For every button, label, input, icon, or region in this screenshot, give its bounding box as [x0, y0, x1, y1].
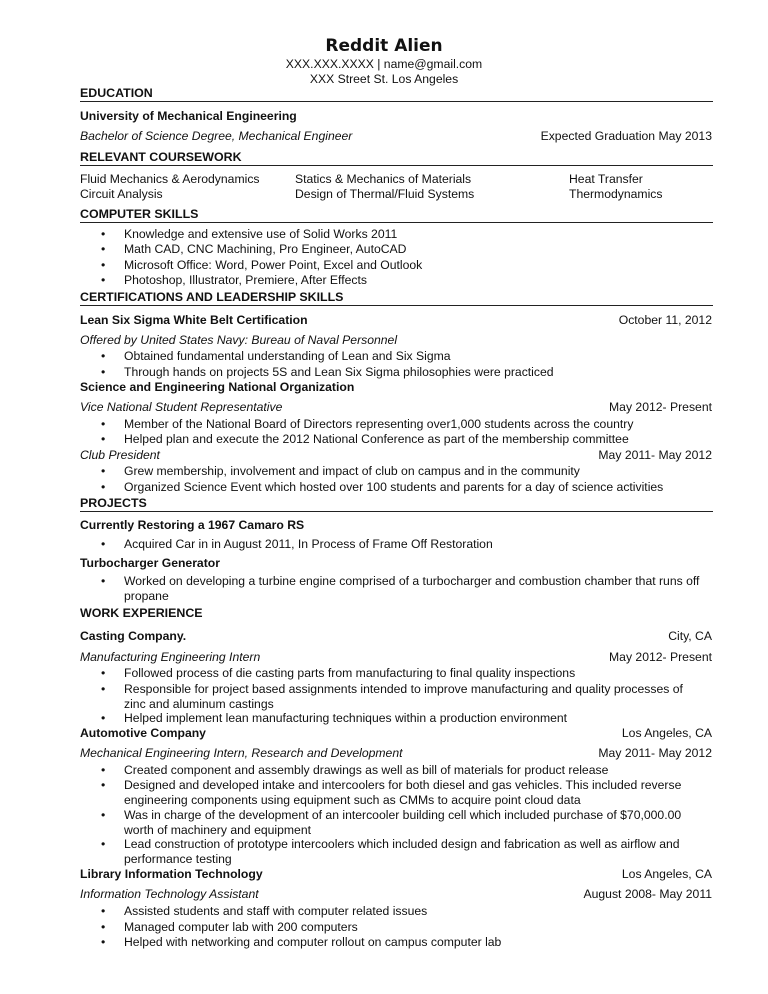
bullet-item: • Helped implement lean manufacturing techniques within a production environment — [103, 711, 703, 726]
project-name: Turbocharger Generator — [80, 556, 220, 570]
role-title: Club President — [80, 448, 160, 462]
bullet-item: • Designed and developed intake and intercoolers for both diesel and gas vehicles. This included reverse engineering components using equipment such as CMMs to acquire point cloud data — [103, 778, 703, 808]
bullet-item: • Photoshop, Illustrator, Premiere, After Effects — [103, 273, 703, 288]
role-title: Vice National Student Representative — [80, 400, 283, 414]
bullet-item: • Acquired Car in in August 2011, In Process of Frame Off Restoration — [103, 537, 703, 552]
role-row — [80, 887, 712, 901]
bullet-item: • Grew membership, involvement and impact of club on campus and in the community — [103, 464, 703, 479]
project-name: Currently Restoring a 1967 Camaro RS — [80, 518, 305, 532]
role-dates: May 2011- May 2012 — [598, 746, 712, 760]
role-title: Mechanical Engineering Intern, Research and Development — [80, 746, 403, 760]
bullet-item: • Member of the National Board of Directors representing over1,000 students across the country — [103, 417, 703, 432]
org-name: Science and Engineering National Organization — [80, 380, 355, 394]
role-dates: May 2012- Present — [609, 400, 712, 414]
role-row — [80, 650, 712, 664]
degree: Bachelor of Science Degree, Mechanical Engineer — [80, 129, 353, 143]
role-row — [80, 448, 712, 462]
bullet-item: • Worked on developing a turbine engine comprised of a turbocharger and combustion chamber that runs off propane — [103, 574, 703, 604]
section-education: EDUCATION — [80, 86, 713, 102]
cert-name: Lean Six Sigma White Belt Certification — [80, 313, 308, 327]
bullet-item: • Obtained fundamental understanding of Lean and Six Sigma — [103, 349, 703, 364]
section-coursework: RELEVANT COURSEWORK — [80, 150, 713, 166]
section-computer-skills: COMPUTER SKILLS — [80, 207, 713, 223]
course-item: Statics & Mechanics of Materials — [295, 172, 472, 186]
role-dates: May 2011- May 2012 — [598, 448, 712, 462]
graduation-date: Expected Graduation May 2013 — [540, 129, 712, 143]
company-row — [80, 726, 712, 740]
bullet-item: • Organized Science Event which hosted over 100 students and parents for a day of science activities — [103, 480, 703, 495]
course-item: Design of Thermal/Fluid Systems — [295, 187, 475, 201]
school-name: University of Mechanical Engineering — [80, 109, 297, 123]
cert-offered: Offered by United States Navy: Bureau of Naval Personnel — [80, 333, 398, 347]
role-row — [80, 400, 712, 414]
company-row — [80, 629, 712, 643]
candidate-name: Reddit Alien — [325, 36, 443, 56]
company-name: Automotive Company — [80, 726, 206, 740]
company-location: City, CA — [668, 629, 712, 643]
company-row — [80, 867, 712, 881]
bullet-item: • Helped plan and execute the 2012 National Conference as part of the membership committee — [103, 432, 703, 447]
bullet-item: • Was in charge of the development of an intercooler building cell which included purchase of $70,000.00 worth of machinery and equipment — [103, 808, 703, 838]
role-title: Manufacturing Engineering Intern — [80, 650, 261, 664]
bullet-item: • Responsible for project based assignments intended to improve manufacturing and quality processes of zinc and aluminum castings — [103, 682, 703, 712]
section-work-experience: WORK EXPERIENCE — [80, 606, 203, 620]
contact-line: XXX.XXX.XXXX | name@gmail.com — [285, 57, 483, 71]
bullet-item: • Math CAD, CNC Machining, Pro Engineer, AutoCAD — [103, 242, 703, 257]
bullet-item: • Managed computer lab with 200 computers — [103, 920, 703, 935]
role-title: Information Technology Assistant — [80, 887, 259, 901]
section-certifications: CERTIFICATIONS AND LEADERSHIP SKILLS — [80, 290, 713, 306]
section-projects: PROJECTS — [80, 496, 713, 512]
role-dates: May 2012- Present — [609, 650, 712, 664]
course-item: Fluid Mechanics & Aerodynamics — [80, 172, 260, 186]
company-name: Library Information Technology — [80, 867, 263, 881]
cert-row — [80, 313, 712, 327]
course-item: Circuit Analysis — [80, 187, 163, 201]
bullet-item: • Helped with networking and computer rollout on campus computer lab — [103, 935, 703, 950]
bullet-item: • Followed process of die casting parts from manufacturing to final quality inspections — [103, 666, 703, 681]
degree-row — [80, 129, 712, 143]
bullet-item: • Through hands on projects 5S and Lean Six Sigma philosophies were practiced — [103, 365, 703, 380]
bullet-item: • Knowledge and extensive use of Solid Works 2011 — [103, 227, 703, 242]
role-dates: August 2008- May 2011 — [583, 887, 712, 901]
bullet-item: • Assisted students and staff with computer related issues — [103, 904, 703, 919]
bullet-item: • Microsoft Office: Word, Power Point, Excel and Outlook — [103, 258, 703, 273]
cert-date: October 11, 2012 — [618, 313, 712, 327]
course-item: Heat Transfer — [569, 172, 643, 186]
company-name: Casting Company. — [80, 629, 187, 643]
bullet-item: • Lead construction of prototype intercoolers which included design and fabrication as well as airflow and performance testing — [103, 837, 703, 867]
role-row — [80, 746, 712, 760]
address-line: XXX Street St. Los Angeles — [309, 72, 459, 86]
bullet-item: • Created component and assembly drawings as well as bill of materials for product release — [103, 763, 703, 778]
course-item: Thermodynamics — [569, 187, 663, 201]
company-location: Los Angeles, CA — [621, 726, 712, 740]
company-location: Los Angeles, CA — [621, 867, 712, 881]
